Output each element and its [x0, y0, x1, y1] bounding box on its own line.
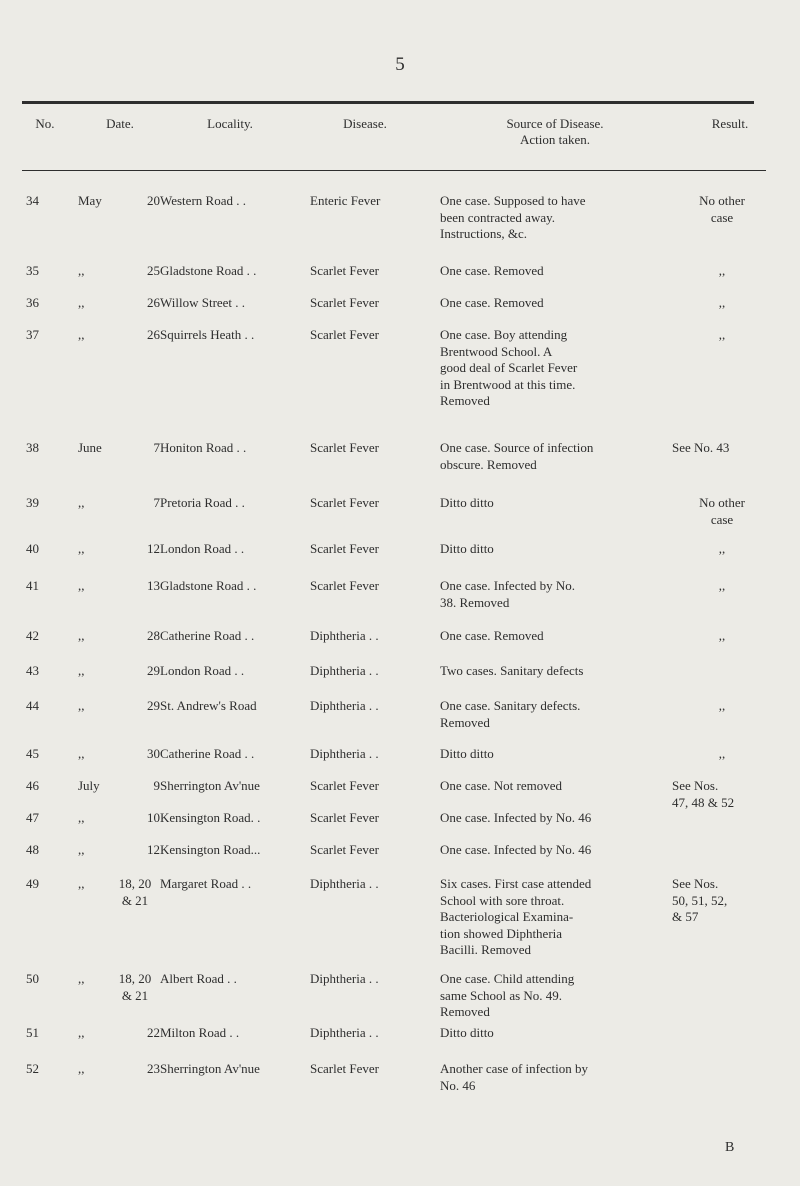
row-day: 13 — [147, 578, 160, 593]
row-number: 45 — [26, 746, 39, 761]
row-day: 18, 20 & 21 — [118, 971, 152, 1003]
row-result: See Nos. 47, 48 & 52 — [672, 778, 735, 810]
row-source: One case. Infected by No. 46 — [440, 842, 592, 857]
row-result: ,, — [718, 746, 726, 761]
row-source: Ditto ditto — [440, 495, 494, 510]
row-source: Ditto ditto — [440, 746, 494, 761]
row-day: 23 — [147, 1061, 160, 1076]
row-result: ,, — [718, 541, 726, 556]
top-rule — [22, 101, 754, 104]
row-disease: Scarlet Fever — [310, 578, 379, 593]
row-month: ,, — [78, 295, 85, 310]
row-result: See No. 43 — [672, 440, 730, 455]
header-no: No. — [35, 116, 55, 131]
row-number: 46 — [26, 778, 39, 793]
row-day: 30 — [147, 746, 160, 761]
row-source: One case. Boy attending Brentwood School. A good deal of Scarlet Fever in Brentwood at this time. Removed — [440, 327, 578, 408]
row-source: One case. Removed — [440, 295, 544, 310]
row-number: 38 — [26, 440, 39, 455]
row-day: 25 — [147, 263, 160, 278]
row-disease: Diphtheria . . — [310, 663, 379, 678]
row-result: See Nos. 50, 51, 52, & 57 — [672, 876, 728, 924]
row-day: 26 — [147, 327, 160, 342]
row-disease: Enteric Fever — [310, 193, 381, 208]
row-number: 40 — [26, 541, 39, 556]
row-source: One case. Infected by No. 46 — [440, 810, 592, 825]
row-disease: Scarlet Fever — [310, 778, 379, 793]
row-day: 12 — [147, 541, 160, 556]
row-month: July — [78, 778, 100, 793]
row-source: One case. Infected by No. 38. Removed — [440, 578, 575, 610]
row-locality: Sherrington Av'nue — [160, 1061, 260, 1076]
row-disease: Scarlet Fever — [310, 440, 379, 455]
row-result: ,, — [718, 578, 726, 593]
row-disease: Scarlet Fever — [310, 495, 379, 510]
row-month: ,, — [78, 971, 85, 986]
row-month: ,, — [78, 628, 85, 643]
row-locality: London Road . . — [160, 541, 245, 556]
row-day: 12 — [147, 842, 160, 857]
row-day: 22 — [147, 1025, 160, 1040]
row-disease: Scarlet Fever — [310, 541, 379, 556]
row-locality: Western Road . . — [160, 193, 246, 208]
row-day: 7 — [153, 495, 160, 510]
row-day: 20 — [147, 193, 160, 208]
row-number: 34 — [26, 193, 39, 208]
row-number: 39 — [26, 495, 39, 510]
row-source: One case. Source of infection obscure. Removed — [440, 440, 594, 472]
row-month: ,, — [78, 810, 85, 825]
row-locality: London Road . . — [160, 663, 245, 678]
row-locality: Milton Road . . — [160, 1025, 240, 1040]
row-disease: Diphtheria . . — [310, 1025, 379, 1040]
row-result: ,, — [718, 698, 726, 713]
row-disease: Diphtheria . . — [310, 876, 379, 891]
row-month: ,, — [78, 1025, 85, 1040]
row-disease: Scarlet Fever — [310, 327, 379, 342]
row-disease: Scarlet Fever — [310, 810, 379, 825]
row-day: 18, 20 & 21 — [118, 876, 152, 908]
row-disease: Scarlet Fever — [310, 263, 379, 278]
row-result: No other case — [699, 193, 745, 225]
row-month: ,, — [78, 578, 85, 593]
row-number: 44 — [26, 698, 39, 713]
row-month: ,, — [78, 495, 85, 510]
row-locality: Kensington Road... — [160, 842, 261, 857]
header-source: Source of Disease. Action taken. — [506, 116, 604, 147]
row-month: May — [78, 193, 102, 208]
row-locality: Catherine Road . . — [160, 746, 255, 761]
row-day: 29 — [147, 698, 160, 713]
row-source: One case. Sanitary defects. Removed — [440, 698, 581, 730]
row-result: ,, — [718, 327, 726, 342]
row-month: ,, — [78, 698, 85, 713]
row-number: 41 — [26, 578, 39, 593]
row-day: 28 — [147, 628, 160, 643]
row-day: 9 — [153, 778, 160, 793]
row-result: ,, — [718, 295, 726, 310]
row-source: One case. Removed — [440, 628, 544, 643]
header-locality: Locality. — [207, 116, 253, 131]
signature-letter: B — [725, 1140, 735, 1155]
row-disease: Diphtheria . . — [310, 746, 379, 761]
row-result: ,, — [718, 628, 726, 643]
row-month: ,, — [78, 327, 85, 342]
row-locality: Pretoria Road . . — [160, 495, 245, 510]
row-source: One case. Not removed — [440, 778, 563, 793]
row-source: One case. Supposed to have been contracted away. Instructions, &c. — [440, 193, 586, 241]
row-number: 48 — [26, 842, 39, 857]
row-number: 47 — [26, 810, 39, 825]
row-disease: Diphtheria . . — [310, 628, 379, 643]
table-header — [0, 116, 800, 166]
row-disease: Scarlet Fever — [310, 295, 379, 310]
row-disease: Scarlet Fever — [310, 1061, 379, 1076]
row-locality: Squirrels Heath . . — [160, 327, 255, 342]
row-locality: Catherine Road . . — [160, 628, 255, 643]
row-locality: Willow Street . . — [160, 295, 246, 310]
row-month: ,, — [78, 746, 85, 761]
page-number: 5 — [395, 54, 405, 75]
header-disease: Disease. — [343, 116, 387, 131]
row-locality: Sherrington Av'nue — [160, 778, 260, 793]
row-number: 42 — [26, 628, 39, 643]
row-number: 52 — [26, 1061, 39, 1076]
row-disease: Diphtheria . . — [310, 971, 379, 986]
row-source: Another case of infection by No. 46 — [440, 1061, 589, 1093]
row-source: One case. Removed — [440, 263, 544, 278]
row-month: ,, — [78, 663, 85, 678]
row-number: 36 — [26, 295, 39, 310]
header-result: Result. — [711, 116, 749, 131]
row-number: 37 — [26, 327, 39, 342]
row-source: Ditto ditto — [440, 541, 494, 556]
row-locality: Kensington Road. . — [160, 810, 261, 825]
row-number: 50 — [26, 971, 39, 986]
header-date: Date. — [106, 116, 134, 131]
row-month: ,, — [78, 876, 85, 891]
row-month: ,, — [78, 1061, 85, 1076]
row-source: Six cases. First case attended School with sore throat. Bacteriological Examina- tion showed Diphtheria Bacilli. Removed — [440, 876, 592, 957]
row-result: ,, — [718, 263, 726, 278]
row-month: ,, — [78, 263, 85, 278]
row-disease: Scarlet Fever — [310, 842, 379, 857]
row-day: 10 — [147, 810, 160, 825]
row-disease: Diphtheria . . — [310, 698, 379, 713]
row-number: 51 — [26, 1025, 39, 1040]
row-source: Two cases. Sanitary defects — [440, 663, 584, 678]
row-month: ,, — [78, 842, 85, 857]
row-day: 26 — [147, 295, 160, 310]
row-day: 7 — [153, 440, 160, 455]
row-number: 43 — [26, 663, 39, 678]
row-source: Ditto ditto — [440, 1025, 494, 1040]
row-locality: Albert Road . . — [160, 971, 237, 986]
row-locality: Margaret Road . . — [160, 876, 252, 891]
row-locality: Honiton Road . . — [160, 440, 247, 455]
row-source: One case. Child attending same School as No. 49. Removed — [440, 971, 575, 1019]
row-month: June — [78, 440, 102, 455]
row-day: 29 — [147, 663, 160, 678]
row-month: ,, — [78, 541, 85, 556]
row-number: 49 — [26, 876, 39, 891]
row-locality: Gladstone Road . . — [160, 578, 257, 593]
header-rule — [22, 170, 766, 171]
row-locality: St. Andrew's Road — [160, 698, 257, 713]
row-result: No other case — [699, 495, 745, 527]
row-locality: Gladstone Road . . — [160, 263, 257, 278]
row-number: 35 — [26, 263, 39, 278]
